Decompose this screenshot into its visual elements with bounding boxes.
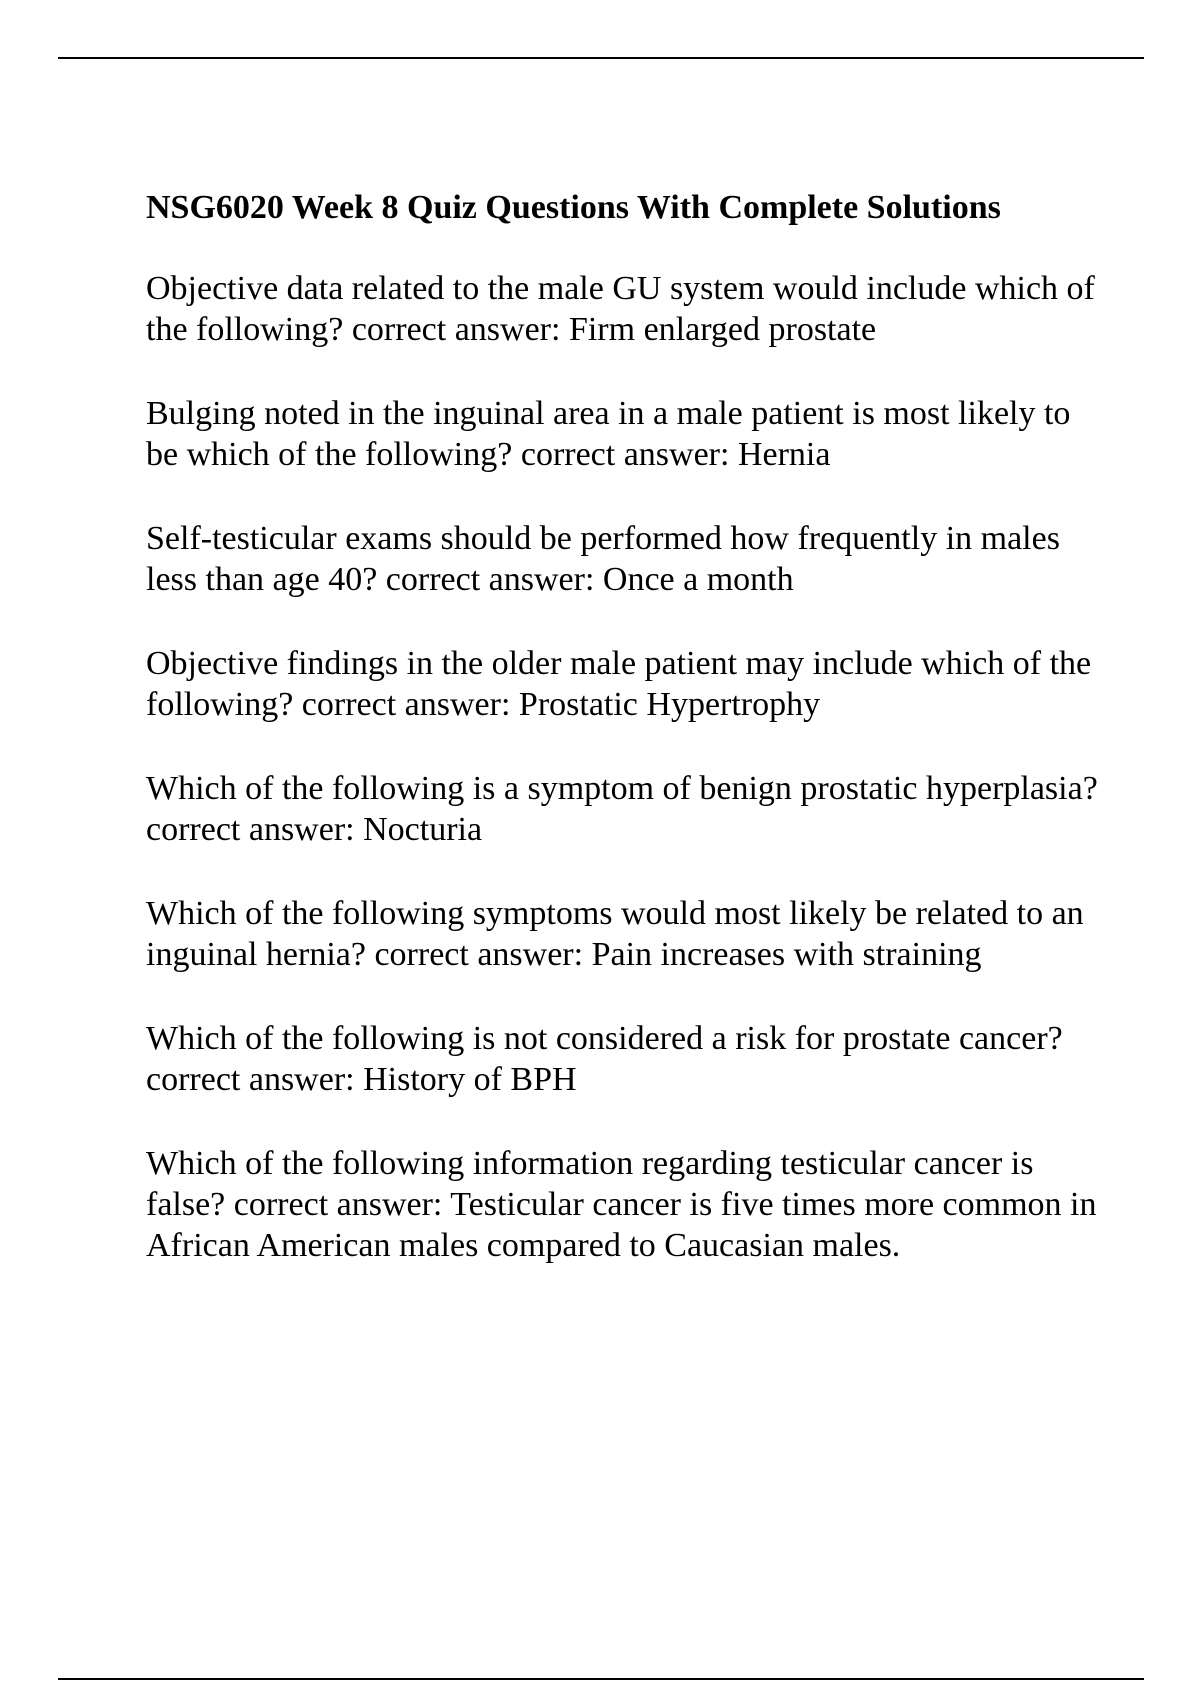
- quiz-item: Bulging noted in the inguinal area in a male patient is most likely to be which of the following? correct answer: Hernia: [146, 395, 1071, 473]
- top-rule: [58, 57, 1144, 59]
- quiz-item: Self-testicular exams should be performed how frequently in males less than age 40? correct answer: Once a month: [146, 520, 1060, 598]
- bottom-rule: [58, 1678, 1144, 1680]
- quiz-item: Objective data related to the male GU system would include which of the following? correct answer: Firm enlarged prostate: [146, 270, 1095, 348]
- document-body: [146, 186, 1106, 1309]
- quiz-item: Which of the following symptoms would most likely be related to an inguinal hernia? correct answer: Pain increases with straining: [146, 895, 1084, 973]
- quiz-item: Which of the following is not considered a risk for prostate cancer? correct answer: History of BPH: [146, 1020, 1063, 1098]
- document-title: NSG6020 Week 8 Quiz Questions With Complete Solutions: [146, 189, 1001, 226]
- quiz-item: Objective findings in the older male patient may include which of the following? correct answer: Prostatic Hypertrophy: [146, 645, 1092, 723]
- quiz-item: Which of the following information regarding testicular cancer is false? correct answer: Testicular cancer is five times more common in African American males compared to Caucasian males.: [146, 1145, 1097, 1264]
- quiz-item: Which of the following is a symptom of benign prostatic hyperplasia? correct answer: Nocturia: [146, 770, 1098, 848]
